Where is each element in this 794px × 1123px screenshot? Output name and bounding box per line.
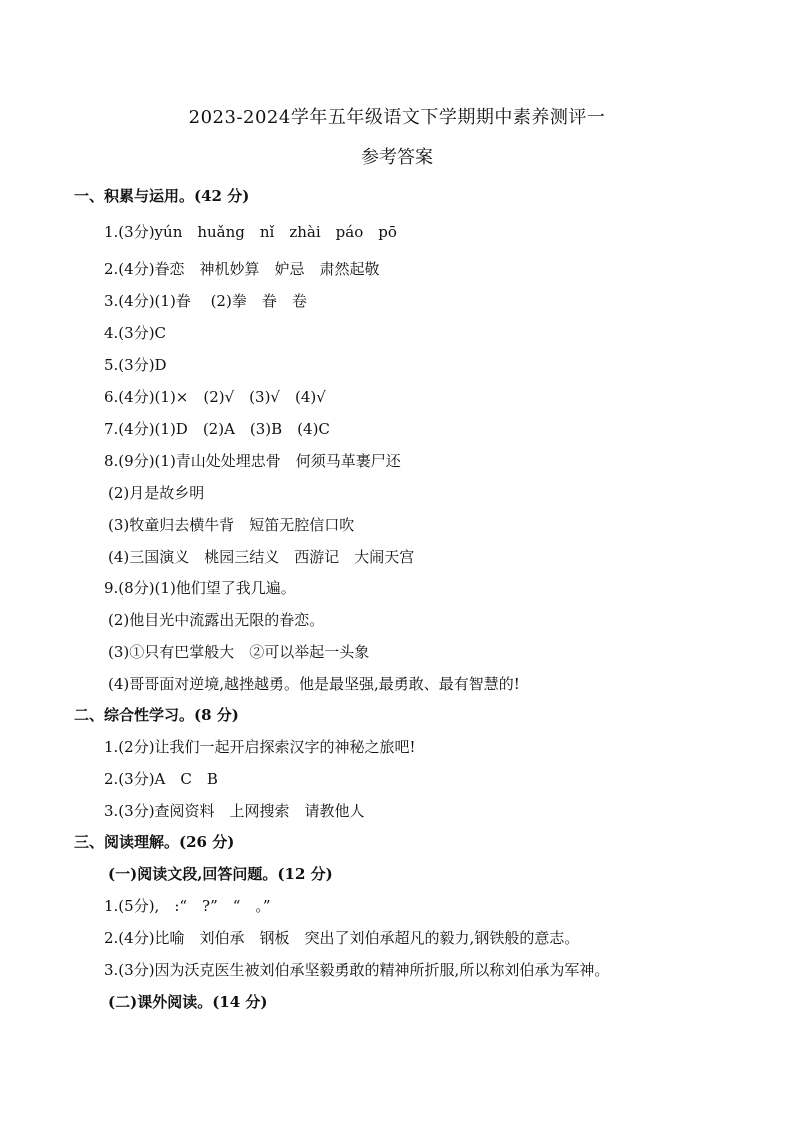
answer-1-8-d: (4)三国演义 桃园三结义 西游记 大闹天宫	[108, 548, 415, 566]
answer-1-6: 6.(4分)(1)× (2)√ (3)√ (4)√	[104, 388, 326, 406]
answer-1-2: 2.(4分)眷恋 神机妙算 妒忌 肃然起敬	[104, 260, 380, 278]
section-heading-1: 一、积累与运用。(42 分)	[74, 187, 250, 205]
answer-1-7: 7.(4分)(1)D (2)A (3)B (4)C	[104, 420, 330, 438]
answer-1-4: 4.(3分)C	[104, 324, 167, 342]
subsection-heading-3-1: (一)阅读文段,回答问题。(12 分)	[108, 865, 333, 883]
answer-1-9-d: (4)哥哥面对逆境,越挫越勇。他是最坚强,最勇敢、最有智慧的!	[108, 675, 520, 693]
answer-1-9-b: (2)他目光中流露出无限的眷恋。	[108, 611, 325, 629]
answer-1-9-a: 9.(8分)(1)他们望了我几遍。	[104, 579, 296, 597]
answer-1-8-c: (3)牧童归去横牛背 短笛无腔信口吹	[108, 516, 355, 534]
answer-2-3: 3.(3分)查阅资料 上网搜索 请教他人	[104, 802, 365, 820]
document-title: 2023-2024学年五年级语文下学期期中素养测评一	[188, 107, 606, 128]
answer-2-2: 2.(3分)A C B	[104, 770, 218, 788]
answer-1-8-a: 8.(9分)(1)青山处处埋忠骨 何须马革裹尸还	[104, 452, 401, 470]
document-subtitle: 参考答案	[361, 147, 433, 168]
answer-1-5: 5.(3分)D	[104, 356, 167, 374]
section-heading-3: 三、阅读理解。(26 分)	[74, 833, 235, 851]
answer-1-3: 3.(4分)(1)眷 (2)拳 眷 卷	[104, 292, 307, 310]
answer-3-1-3: 3.(3分)因为沃克医生被刘伯承坚毅勇敢的精神所折服,所以称刘伯承为军神。	[104, 961, 610, 979]
section-heading-2: 二、综合性学习。(8 分)	[74, 706, 239, 724]
answer-3-1-2: 2.(4分)比喻 刘伯承 钢板 突出了刘伯承超凡的毅力,钢铁般的意志。	[104, 929, 580, 947]
answer-1-9-c: (3)①只有巴掌般大 ②可以举起一头象	[108, 643, 370, 661]
subsection-heading-3-2: (二)课外阅读。(14 分)	[108, 993, 268, 1011]
answer-1-8-b: (2)月是故乡明	[108, 484, 205, 502]
answer-2-1: 1.(2分)让我们一起开启探索汉字的神秘之旅吧!	[104, 738, 416, 756]
answer-1-1: 1.(3分)yún huǎng nǐ zhài páo pō	[104, 223, 397, 241]
answer-3-1-1: 1.(5分), :“ ?” “ 。”	[104, 897, 271, 915]
